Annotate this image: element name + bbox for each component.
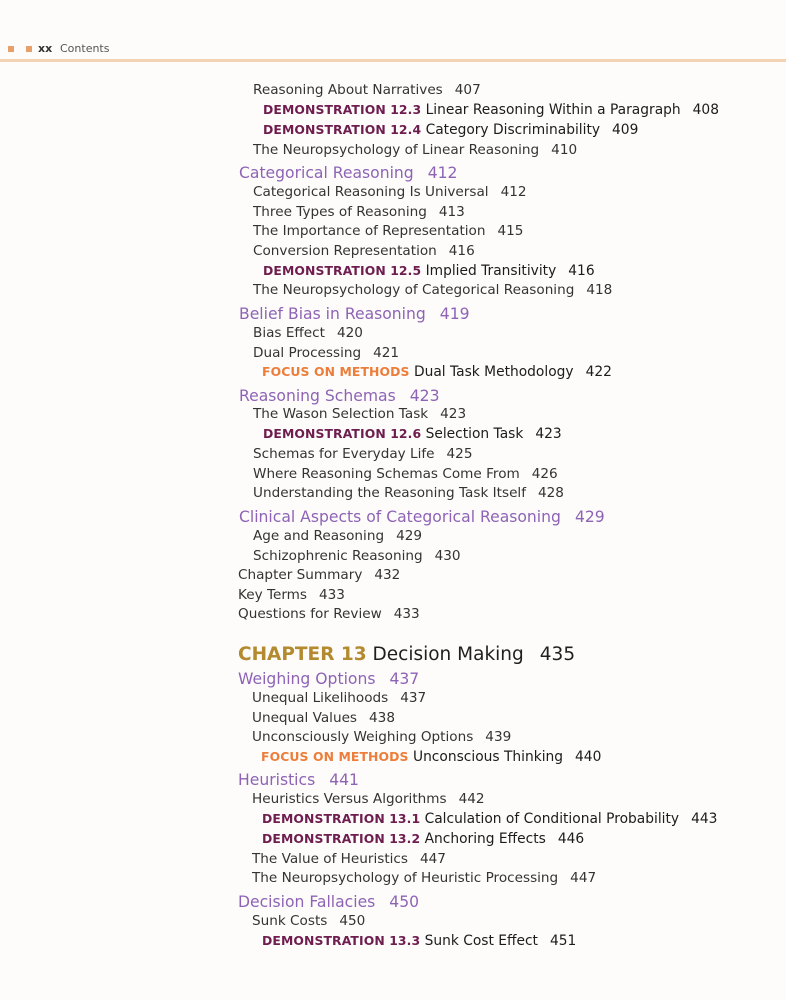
section-page: 437 (389, 670, 420, 688)
entry-title: Dual Task Methodology (413, 364, 574, 380)
entry-page: 410 (551, 142, 578, 158)
entry-page: 440 (575, 749, 602, 765)
entry-title: Sunk Costs (252, 913, 328, 929)
toc-subentry (252, 913, 365, 929)
entry-page: 420 (336, 325, 363, 341)
entry-title: Questions for Review (238, 606, 382, 622)
toc-subentry (252, 870, 596, 886)
entry-title: Schizophrenic Reasoning (253, 548, 423, 564)
toc-demonstration (263, 426, 562, 442)
section-page: 412 (427, 164, 458, 182)
demonstration-tag: DEMONSTRATION 13.3 (262, 933, 421, 948)
entry-title: Chapter Summary (238, 567, 363, 583)
toc-subentry (253, 282, 612, 298)
entry-page: 421 (373, 345, 400, 361)
entry-page: 416 (448, 243, 475, 259)
entry-page: 446 (557, 831, 585, 847)
entry-title: The Neuropsychology of Linear Reasoning (253, 142, 540, 158)
entry-title: Calculation of Conditional Probability (424, 811, 680, 827)
entry-title: Anchoring Effects (424, 831, 546, 847)
entry-page: 433 (319, 587, 345, 603)
entry-page: 423 (535, 426, 562, 442)
entry-page: 450 (339, 913, 366, 929)
section-page: 450 (389, 893, 420, 911)
entry-title: The Wason Selection Task (253, 406, 429, 422)
toc-demonstration (263, 263, 595, 279)
entry-title: Unequal Likelihoods (252, 690, 389, 706)
entry-page: 439 (485, 729, 512, 745)
toc-subentry (252, 710, 395, 726)
chapter-title: Decision Making (372, 644, 524, 665)
entry-page: 416 (568, 263, 595, 279)
entry-page: 423 (440, 406, 467, 422)
section-title: Categorical Reasoning (239, 164, 414, 182)
toc-subentry (253, 528, 422, 544)
entry-page: 437 (400, 690, 427, 706)
toc-section (238, 670, 419, 688)
entry-page: 422 (585, 364, 612, 380)
entry-page: 433 (393, 606, 420, 622)
entry-page: 418 (586, 282, 613, 298)
section-title: Weighing Options (238, 670, 376, 688)
toc-entry (238, 587, 345, 603)
toc-subentry (253, 223, 523, 239)
entry-title: Linear Reasoning Within a Paragraph (425, 102, 681, 118)
toc-subentry (253, 142, 577, 158)
entry-title: Selection Task (425, 426, 524, 442)
entry-title: Categorical Reasoning Is Universal (253, 184, 489, 200)
entry-title: Conversion Representation (253, 243, 437, 259)
section-page: 419 (439, 305, 470, 323)
entry-page: 447 (570, 870, 597, 886)
entry-title: Bias Effect (253, 325, 325, 341)
entry-title: Implied Transitivity (425, 263, 557, 279)
entry-page: 415 (497, 223, 524, 239)
demonstration-tag: DEMONSTRATION 13.1 (262, 811, 421, 826)
toc-subentry (252, 791, 485, 807)
toc-demonstration (262, 811, 717, 827)
toc-subentry (253, 204, 465, 220)
entry-page: 428 (538, 485, 564, 501)
section-title: Decision Fallacies (238, 893, 376, 911)
toc-subentry (253, 548, 461, 564)
header-label: Contents (60, 42, 110, 55)
entry-title: Unconsciously Weighing Options (252, 729, 474, 745)
focus-tag: FOCUS ON METHODS (261, 749, 409, 764)
toc-entry (238, 606, 420, 622)
toc-subentry (253, 446, 472, 462)
demonstration-tag: DEMONSTRATION 12.3 (263, 102, 422, 117)
toc-demonstration (263, 102, 719, 118)
entry-page: 412 (500, 184, 527, 200)
entry-title: Three Types of Reasoning (253, 204, 427, 220)
toc-subentry (253, 406, 466, 422)
entry-title: Dual Processing (253, 345, 362, 361)
toc-subentry (253, 82, 481, 98)
entry-page: 408 (692, 102, 719, 118)
section-page: 423 (409, 387, 440, 405)
focus-tag: FOCUS ON METHODS (262, 364, 410, 379)
toc-demonstration (262, 933, 576, 949)
toc-section (238, 771, 359, 789)
entry-title: The Neuropsychology of Heuristic Processing (252, 870, 559, 886)
toc-demonstration (262, 831, 584, 847)
demonstration-tag: DEMONSTRATION 12.6 (263, 426, 422, 441)
toc-section (239, 305, 470, 323)
section-page: 441 (329, 771, 359, 789)
chapter-page: 435 (539, 644, 576, 665)
toc-demonstration (263, 122, 638, 138)
entry-page: 425 (446, 446, 473, 462)
toc-focus-methods (262, 364, 612, 380)
entry-page: 413 (438, 204, 465, 220)
section-title: Clinical Aspects of Categorical Reasoning (239, 508, 561, 526)
entry-title: The Neuropsychology of Categorical Reasoning (253, 282, 575, 298)
entry-page: 426 (531, 466, 558, 482)
toc-subentry (252, 729, 511, 745)
demonstration-tag: DEMONSTRATION 12.4 (263, 122, 422, 137)
toc-subentry (253, 243, 475, 259)
entry-page: 432 (374, 567, 401, 583)
toc-subentry (253, 184, 527, 200)
section-title: Reasoning Schemas (239, 387, 396, 405)
header-page-number: xx (38, 42, 53, 55)
entry-title: Heuristics Versus Algorithms (252, 791, 447, 807)
entry-title: Schemas for Everyday Life (253, 446, 435, 462)
section-title: Belief Bias in Reasoning (239, 305, 426, 323)
toc-subentry (252, 851, 446, 867)
entry-title: Key Terms (238, 587, 307, 603)
demonstration-tag: DEMONSTRATION 12.5 (263, 263, 422, 278)
entry-title: Category Discriminability (425, 122, 601, 138)
section-title: Heuristics (238, 771, 316, 789)
entry-page: 409 (612, 122, 639, 138)
entry-page: 407 (454, 82, 481, 98)
entry-title: Sunk Cost Effect (424, 933, 538, 949)
demonstration-tag: DEMONSTRATION 13.2 (262, 831, 421, 846)
chapter-tag: CHAPTER 13 (238, 644, 367, 665)
entry-title: Unconscious Thinking (412, 749, 564, 765)
toc-section (239, 508, 605, 526)
toc-chapter (238, 644, 575, 665)
entry-page: 429 (396, 528, 423, 544)
entry-title: Understanding the Reasoning Task Itself (253, 485, 526, 501)
entry-title: Reasoning About Narratives (253, 82, 443, 98)
toc-subentry (253, 485, 564, 501)
entry-title: The Importance of Representation (253, 223, 486, 239)
toc-section (239, 387, 440, 405)
entry-page: 451 (549, 933, 577, 949)
toc-subentry (253, 325, 363, 341)
entry-page: 442 (458, 791, 485, 807)
entry-title: The Value of Heuristics (252, 851, 408, 867)
toc-subentry (253, 345, 399, 361)
toc-focus-methods (261, 749, 601, 765)
toc-subentry (252, 690, 426, 706)
entry-page: 443 (691, 811, 718, 827)
toc-entry (238, 567, 400, 583)
toc-section (238, 893, 419, 911)
toc-subentry (253, 466, 558, 482)
entry-title: Unequal Values (252, 710, 358, 726)
toc-section (239, 164, 457, 182)
section-page: 429 (574, 508, 605, 526)
entry-page: 438 (369, 710, 395, 726)
entry-page: 430 (434, 548, 461, 564)
entry-title: Age and Reasoning (253, 528, 385, 544)
entry-title: Where Reasoning Schemas Come From (253, 466, 520, 482)
entry-page: 447 (420, 851, 446, 867)
